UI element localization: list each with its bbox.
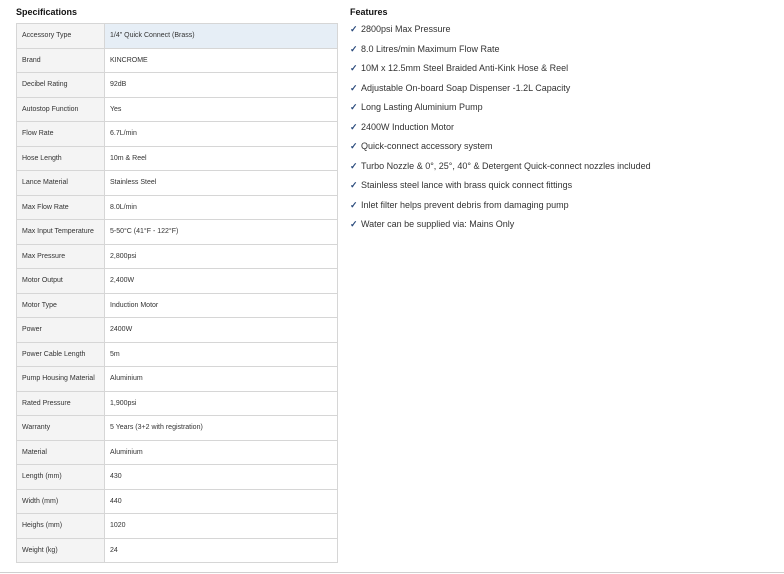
check-icon: ✓ <box>350 63 358 73</box>
feature-item <box>350 101 770 121</box>
spec-value: Stainless Steel <box>105 171 338 196</box>
spec-row <box>17 416 338 441</box>
check-icon: ✓ <box>350 82 358 93</box>
spec-value: 10m & Reel <box>105 146 338 171</box>
feature-item <box>350 62 770 82</box>
spec-row <box>17 514 338 539</box>
features-title: Features <box>350 7 388 17</box>
spec-label: Autostop Function <box>17 97 105 122</box>
spec-value: KINCROME <box>105 48 338 73</box>
spec-row <box>17 269 338 294</box>
spec-row <box>17 220 338 245</box>
feature-text: Inlet filter helps prevent debris from damaging pump <box>361 199 569 210</box>
check-icon: ✓ <box>350 121 358 132</box>
spec-value: 92dB <box>105 73 338 98</box>
spec-value: 2400W <box>105 318 338 343</box>
feature-text: Stainless steel lance with brass quick connect fittings <box>361 180 573 190</box>
check-icon: ✓ <box>350 180 358 190</box>
check-icon: ✓ <box>350 24 358 34</box>
feature-text: Quick-connect accessory system <box>361 141 493 151</box>
spec-row <box>17 440 338 465</box>
spec-row <box>17 538 338 563</box>
spec-value: 440 <box>105 489 338 514</box>
spec-label: Length (mm) <box>17 465 105 490</box>
spec-row <box>17 97 338 122</box>
feature-text: Long Lasting Aluminium Pump <box>361 102 483 112</box>
spec-row <box>17 367 338 392</box>
specifications-section <box>16 6 338 563</box>
spec-value: 1/4" Quick Connect (Brass) <box>105 24 338 49</box>
check-icon: ✓ <box>350 102 358 112</box>
spec-value: 6.7L/min <box>105 122 338 147</box>
spec-value: 5 Years (3+2 with registration) <box>105 416 338 441</box>
spec-row <box>17 244 338 269</box>
spec-value: Aluminium <box>105 367 338 392</box>
spec-value: Yes <box>105 97 338 122</box>
feature-text: Turbo Nozzle & 0°, 25°, 40° & Detergent Quick-connect nozzles included <box>361 160 651 171</box>
spec-value: 1020 <box>105 514 338 539</box>
spec-value: 2,400W <box>105 269 338 294</box>
spec-label: Power <box>17 318 105 343</box>
spec-row <box>17 318 338 343</box>
feature-item <box>350 179 770 199</box>
spec-label: Accessory Type <box>17 24 105 49</box>
spec-value: 24 <box>105 538 338 563</box>
spec-row <box>17 293 338 318</box>
specifications-table <box>16 23 338 563</box>
spec-row <box>17 489 338 514</box>
check-icon: ✓ <box>350 160 358 171</box>
spec-label: Heighs (mm) <box>17 514 105 539</box>
spec-row <box>17 24 338 49</box>
feature-text: Adjustable On-board Soap Dispenser -1.2L Capacity <box>361 82 571 93</box>
spec-label: Material <box>17 440 105 465</box>
check-icon: ✓ <box>350 219 358 229</box>
spec-label: Weight (kg) <box>17 538 105 563</box>
spec-label: Max Pressure <box>17 244 105 269</box>
feature-item <box>350 199 770 219</box>
features-section <box>350 6 770 238</box>
spec-label: Lance Material <box>17 171 105 196</box>
features-list <box>350 23 770 238</box>
spec-label: Pump Housing Material <box>17 367 105 392</box>
spec-value: 5-50°C (41°F - 122°F) <box>105 220 338 245</box>
feature-item <box>350 218 770 238</box>
spec-label: Warranty <box>17 416 105 441</box>
feature-text: 2800psi Max Pressure <box>361 24 451 34</box>
spec-value: Aluminium <box>105 440 338 465</box>
spec-row <box>17 465 338 490</box>
feature-text: 10M x 12.5mm Steel Braided Anti-Kink Hose & Reel <box>361 63 569 73</box>
spec-label: Power Cable Length <box>17 342 105 367</box>
specifications-title: Specifications <box>16 7 78 17</box>
feature-item <box>350 82 770 102</box>
spec-label: Max Input Temperature <box>17 220 105 245</box>
spec-value: 5m <box>105 342 338 367</box>
check-icon: ✓ <box>350 43 358 54</box>
bottom-divider <box>0 572 784 573</box>
spec-label: Motor Type <box>17 293 105 318</box>
spec-row <box>17 122 338 147</box>
feature-text: Water can be supplied via: Mains Only <box>361 219 515 229</box>
spec-row <box>17 48 338 73</box>
feature-item <box>350 140 770 160</box>
spec-label: Brand <box>17 48 105 73</box>
feature-item <box>350 43 770 63</box>
spec-row <box>17 391 338 416</box>
feature-item <box>350 121 770 141</box>
spec-value: 2,800psi <box>105 244 338 269</box>
check-icon: ✓ <box>350 199 358 210</box>
spec-row <box>17 171 338 196</box>
spec-row <box>17 73 338 98</box>
spec-row <box>17 195 338 220</box>
spec-row <box>17 146 338 171</box>
spec-label: Decibel Rating <box>17 73 105 98</box>
spec-label: Flow Rate <box>17 122 105 147</box>
feature-text: 2400W Induction Motor <box>361 121 455 132</box>
spec-value: 1,900psi <box>105 391 338 416</box>
feature-item <box>350 160 770 180</box>
spec-label: Hose Length <box>17 146 105 171</box>
spec-label: Width (mm) <box>17 489 105 514</box>
check-icon: ✓ <box>350 141 358 151</box>
spec-label: Max Flow Rate <box>17 195 105 220</box>
spec-label: Motor Output <box>17 269 105 294</box>
feature-item <box>350 23 770 43</box>
spec-value: 430 <box>105 465 338 490</box>
feature-text: 8.0 Litres/min Maximum Flow Rate <box>361 43 500 54</box>
spec-label: Rated Pressure <box>17 391 105 416</box>
spec-row <box>17 342 338 367</box>
spec-value: 8.0L/min <box>105 195 338 220</box>
spec-value: Induction Motor <box>105 293 338 318</box>
